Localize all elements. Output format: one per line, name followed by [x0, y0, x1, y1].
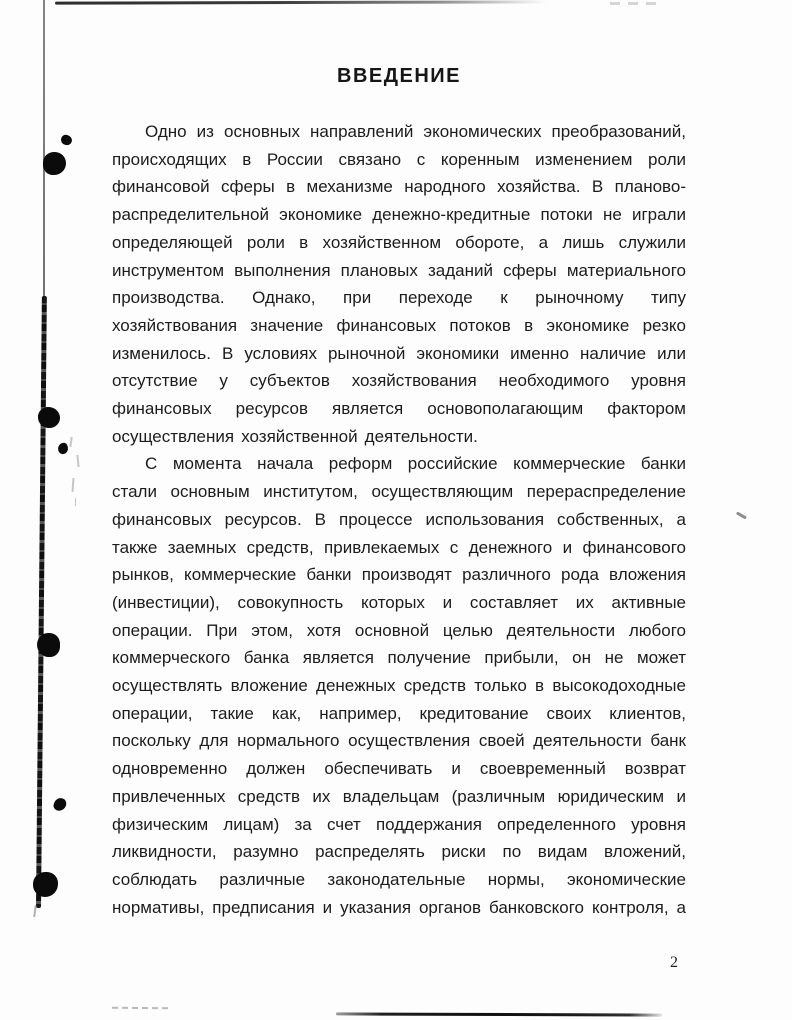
- page-number: 2: [670, 954, 678, 971]
- paragraph: С момента начала реформ российские коммерческие банки стали основным институтом, осуществляющим перераспределение финансовых ресурсов. В процессе использования собственных, а также заемных средств, привлекаемых с денежного и финансового рынков, коммерческие банки производят различного рода вложения (инвестиции), совокупность которых и составляет их активные операции. При этом, хотя основной целью деятельности любого коммерческого банка является получение прибыли, он не может осуществлять вложение денежных средств только в высокодоходные операции, такие как, например, кредитование своих клиентов, поскольку для нормального осуществления своей деятельности банк одновременно должен обеспечивать и своевременный возврат привлеченных средств их владельцам (различным юридическим и физическим лицам) за счет поддержания определенного уровня ликвидности, разумно распределять риски по видам вложений, соблюдать различные законодательные нормы, экономические нормативы, предписания и указания органов банковского контроля, а: [112, 454, 686, 917]
- margin-scribble-mark: [69, 437, 72, 447]
- text-column: [112, 64, 686, 921]
- margin-scribble-mark: [75, 498, 76, 506]
- binding-ink-blob: [43, 152, 66, 175]
- paragraph: Одно из основных направлений экономических преобразований, происходящих в России связано с коренным изменением роли финансовой сферы в механизме народного хозяйства. В планово-распределительной экономике денежно-кредитные потоки не играли определяющей роли в хозяйственном обороте, а лишь служили инструментом выполнения плановых заданий сферы материального производства. Однако, при переходе к рыночному типу хозяйствования значение финансовых потоков в экономике резко изменилось. В условиях рыночной экономики именно наличие или отсутствие у субъектов хозяйствования необходимого уровня финансовых ресурсов является основополагающим фактором осуществления хозяйственной деятельности.: [112, 122, 686, 446]
- scan-bottom-dashes: [112, 1007, 170, 1010]
- binding-ink-blob: [57, 442, 69, 455]
- margin-scribble-mark: [76, 455, 79, 467]
- page-title: ВВЕДЕНИЕ: [337, 65, 461, 87]
- scan-top-edge-line: [55, 0, 547, 4]
- scan-bottom-edge-line: [336, 1012, 662, 1016]
- margin-scribble-mark: [72, 478, 75, 492]
- scan-left-edge-line: [36, 296, 47, 908]
- binding-ink-blob: [37, 633, 60, 657]
- scan-top-edge-smudge: [610, 2, 660, 5]
- binding-ink-blob: [60, 134, 73, 147]
- right-margin-tick-mark: [736, 511, 747, 519]
- scan-left-edge-tail: [33, 905, 37, 917]
- binding-ink-blob: [33, 872, 58, 897]
- scan-left-edge-line: [43, 0, 45, 300]
- binding-ink-blob: [52, 796, 68, 812]
- binding-ink-blob: [38, 407, 60, 428]
